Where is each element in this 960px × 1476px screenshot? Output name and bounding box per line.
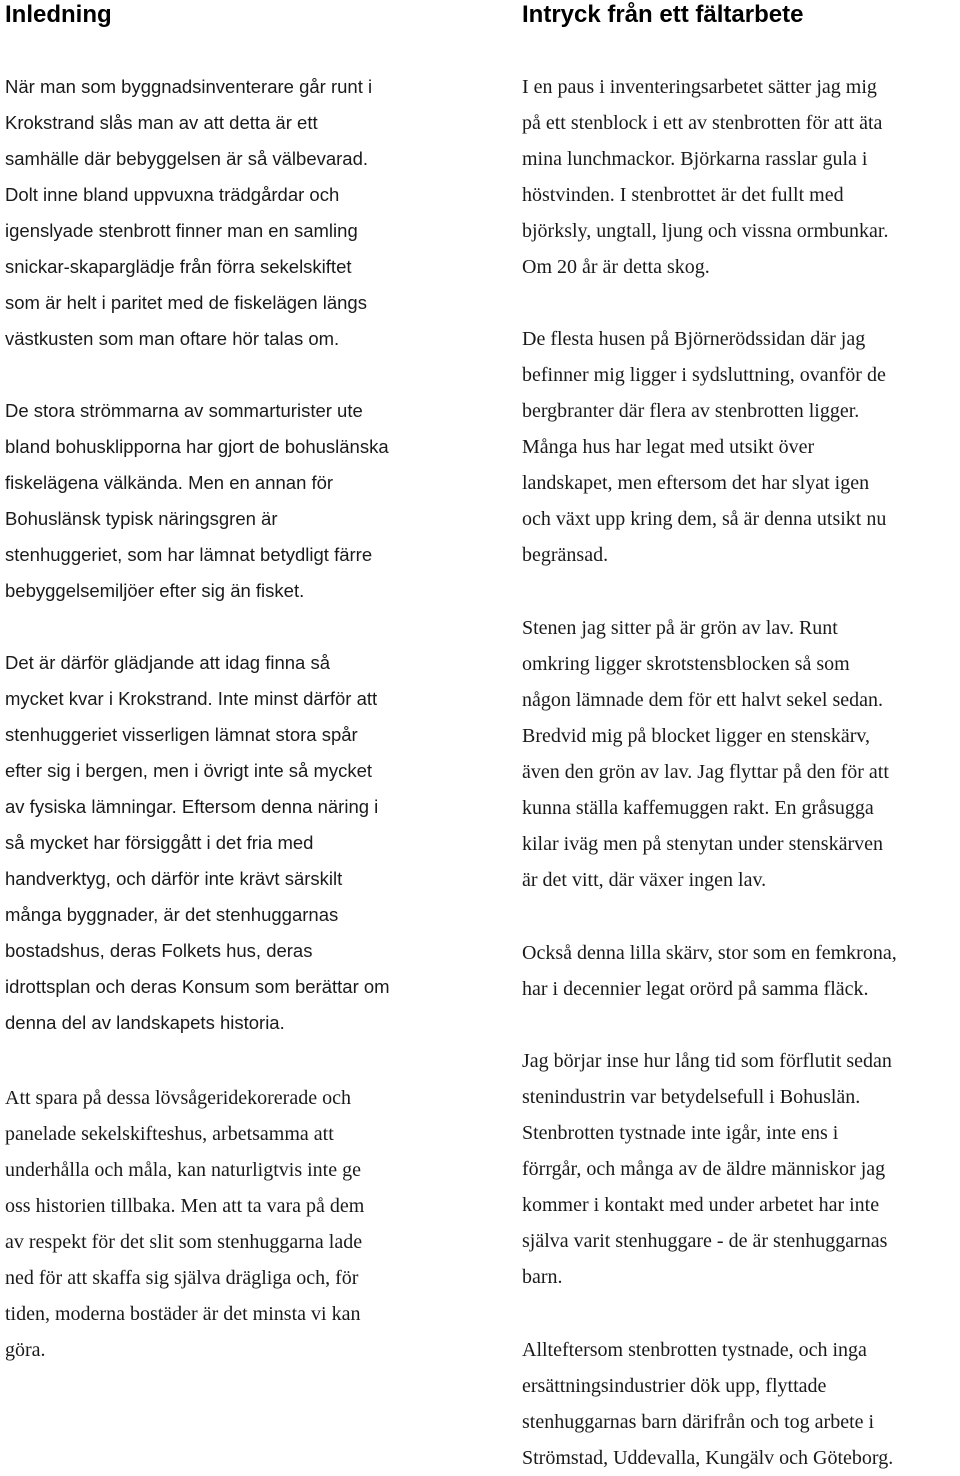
text-line: efter sig i bergen, men i övrigt inte så mycket [5, 760, 373, 781]
text-line: Också denna lilla skärv, stor som en femkrona, [522, 942, 897, 964]
section-heading-inledning: Inledning [5, 1, 112, 28]
text-line: panelade sekelskifteshus, arbetsamma att [5, 1123, 334, 1145]
paragraph [5, 1080, 364, 1368]
paragraph [522, 69, 888, 285]
text-line: ersättningsindustrier dök upp, flyttade [522, 1375, 827, 1397]
text-line: Krokstrand slås man av att detta är ett [5, 112, 318, 133]
text-line: har i decennier legat orörd på samma fläck. [522, 978, 869, 1000]
text-line: igenslyade stenbrott finner man en samling [5, 220, 358, 241]
text-line: själva varit stenhuggare - de är stenhuggarnas [522, 1230, 888, 1252]
text-line: Bohuslänsk typisk näringsgren är [5, 508, 278, 529]
text-line: omkring ligger skrotstensblocken så som [522, 653, 850, 675]
text-line: mycket kvar i Krokstrand. Inte minst därför att [5, 688, 378, 709]
text-line: många byggnader, är det stenhuggarnas [5, 904, 339, 925]
text-line: landskapet, men eftersom det har slyat igen [522, 472, 870, 494]
text-line: underhålla och måla, kan naturligtvis inte ge [5, 1159, 361, 1181]
text-line: stenhuggarnas barn därifrån och tog arbete i [522, 1411, 875, 1433]
paragraph [522, 935, 897, 1007]
text-line: av fysiska lämningar. Eftersom denna näring i [5, 796, 379, 817]
text-line: på ett stenblock i ett av stenbrotten för att äta [522, 112, 883, 134]
paragraph [5, 393, 389, 609]
text-line: någon lämnade dem för ett halvt sekel sedan. [522, 689, 883, 711]
text-line: befinner mig ligger i sydsluttning, ovanför de [522, 364, 886, 386]
text-line: stenhuggeriet visserligen lämnat stora spår [5, 724, 358, 745]
text-line: även den grön av lav. Jag flyttar på den för att [522, 761, 889, 783]
text-line: bland bohusklipporna har gjort de bohuslänska [5, 436, 389, 457]
text-line: Att spara på dessa lövsågeridekorerade och [5, 1087, 351, 1109]
text-line: förrgår, och många av de äldre människor jag [522, 1158, 886, 1180]
text-line: kunna ställa kaffemuggen rakt. En gråsugga [522, 797, 874, 819]
text-line: När man som byggnadsinventerare går runt i [5, 76, 373, 97]
text-line: är det vitt, där växer ingen lav. [522, 869, 767, 891]
text-line: snickar-skaparglädje från förra sekelskiftet [5, 256, 352, 277]
text-line: Det är därför glädjande att idag finna så [5, 652, 330, 673]
text-line: barn. [522, 1266, 563, 1288]
text-line: Många hus har legat med utsikt över [522, 436, 815, 458]
text-line: kilar iväg men på stenytan under stenskärven [522, 833, 883, 855]
text-line: begränsad. [522, 544, 609, 566]
text-line: som är helt i paritet med de fiskelägen längs [5, 292, 367, 313]
text-line: I en paus i inventeringsarbetet sätter jag mig [522, 76, 877, 98]
paragraph [522, 321, 886, 573]
text-line: Stenbrotten tystnade inte igår, inte ens i [522, 1122, 839, 1144]
text-line: så mycket har försiggått i det fria med [5, 832, 314, 853]
text-line: björksly, ungtall, ljung och vissna ormbunkar. [522, 220, 889, 242]
text-line: fiskelägena välkända. Men en annan för [5, 472, 334, 493]
text-line: Allteftersom stenbrotten tystnade, och inga [522, 1339, 867, 1361]
paragraph [522, 1043, 892, 1295]
text-line: Strömstad, Uddevalla, Kungälv och Göteborg. [522, 1447, 894, 1469]
text-line: Jag börjar inse hur lång tid som förflutit sedan [522, 1050, 892, 1072]
text-line: västkusten som man oftare hör talas om. [5, 328, 340, 349]
text-line: Dolt inne bland uppvuxna trädgårdar och [5, 184, 340, 205]
text-line: Bredvid mig på blocket ligger en stenskärv, [522, 725, 871, 747]
text-line: oss historien tillbaka. Men att ta vara på dem [5, 1195, 365, 1217]
text-line: stenindustrin var betydelsefull i Bohuslän. [522, 1086, 861, 1108]
text-line: ned för att skaffa sig själva drägliga och, för [5, 1267, 359, 1289]
paragraph [522, 610, 889, 898]
text-line: De stora strömmarna av sommarturister ute [5, 400, 363, 421]
text-line: bostadshus, deras Folkets hus, deras [5, 940, 313, 961]
text-line: De flesta husen på Björnerödssidan där jag [522, 328, 866, 350]
paragraph [522, 1332, 893, 1476]
text-line: bergbranter där flera av stenbrotten ligger. [522, 400, 860, 422]
text-line: av respekt för det slit som stenhuggarna lade [5, 1231, 363, 1253]
text-line: höstvinden. I stenbrottet är det fullt med [522, 184, 844, 206]
text-line: idrottsplan och deras Konsum som berättar om [5, 976, 390, 997]
text-line: Stenen jag sitter på är grön av lav. Runt [522, 617, 838, 639]
text-line: mina lunchmackor. Björkarna rasslar gula i [522, 148, 868, 170]
text-line: bebyggelsemiljöer efter sig än fisket. [5, 580, 305, 601]
paragraph [5, 69, 372, 357]
section-heading-intryck: Intryck från ett fältarbete [522, 1, 804, 28]
text-line: kommer i kontakt med under arbetet har inte [522, 1194, 880, 1216]
text-line: denna del av landskapets historia. [5, 1012, 285, 1033]
text-line: Om 20 år är detta skog. [522, 256, 710, 278]
paragraph [5, 645, 390, 1041]
text-line: samhälle där bebyggelsen är så välbevarad. [5, 148, 369, 169]
text-line: tiden, moderna bostäder är det minsta vi kan [5, 1303, 361, 1325]
text-line: och växt upp kring dem, så är denna utsikt nu [522, 508, 887, 530]
text-line: handverktyg, och därför inte krävt särskilt [5, 868, 343, 889]
text-line: göra. [5, 1339, 46, 1361]
text-line: stenhuggeriet, som har lämnat betydligt färre [5, 544, 373, 565]
